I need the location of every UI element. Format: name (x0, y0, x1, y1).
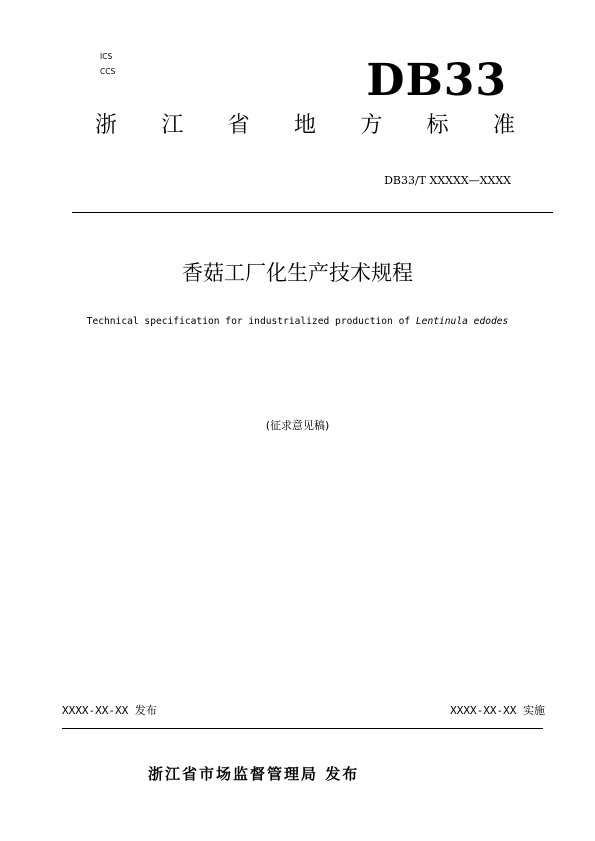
standard-type-char: 省 (227, 113, 250, 138)
draft-status: (征求意见稿) (265, 419, 330, 432)
document-title-english (0, 316, 595, 327)
standard-type-char: 地 (293, 113, 316, 138)
standard-type (95, 112, 515, 140)
standard-type-char: 浙 (95, 113, 118, 138)
ics-label: ICS (100, 52, 113, 61)
standard-number: DB33/T XXXXX—XXXX (384, 174, 511, 187)
title-english-prefix: Technical specification for industrialized production of (86, 316, 416, 327)
standard-type-char: 方 (360, 113, 383, 138)
footer-divider (62, 728, 543, 729)
implementation-date: XXXX-XX-XX 实施 (450, 704, 545, 717)
issue-date: XXXX-XX-XX 发布 (62, 704, 157, 717)
standard-logo: DB33 (366, 55, 507, 106)
issuing-authority: 浙江省市场监督管理局 发布 (148, 765, 360, 783)
standard-type-char: 江 (161, 113, 184, 138)
header-divider (72, 212, 553, 213)
document-title-chinese: 香菇工厂化生产技术规程 (182, 261, 413, 285)
standard-type-char: 准 (492, 113, 515, 138)
title-english-species: Lentinula edodes (415, 316, 509, 327)
ccs-label: CCS (100, 67, 116, 76)
standard-type-char: 标 (426, 113, 449, 138)
